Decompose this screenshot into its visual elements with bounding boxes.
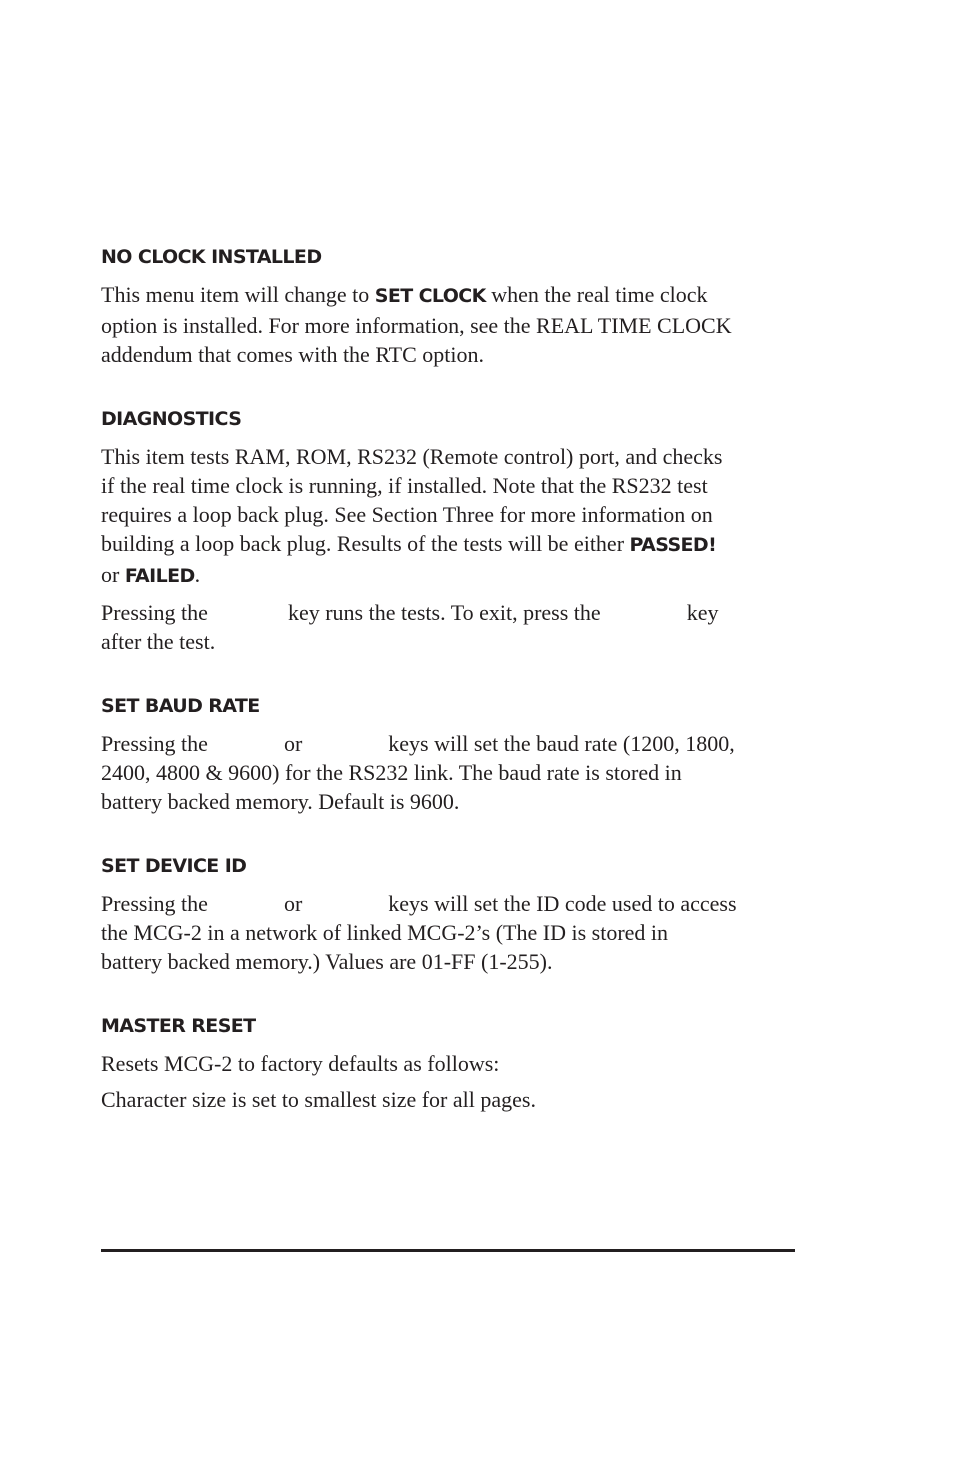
footer-rule bbox=[101, 1249, 795, 1252]
paragraph-character-size: Character size is set to smallest size for all pages. bbox=[101, 1087, 536, 1112]
text: or bbox=[101, 562, 125, 587]
text: This item tests RAM, ROM, RS232 (Remote control) port, and checks bbox=[101, 444, 723, 469]
paragraph-no-clock bbox=[101, 280, 801, 369]
text: 2400, 4800 & 9600) for the RS232 link. The baud rate is stored in bbox=[101, 760, 682, 785]
heading-master-reset: MASTER RESET bbox=[101, 1015, 256, 1037]
text: keys will set the ID code used to access bbox=[388, 891, 737, 916]
text: if the real time clock is running, if installed. Note that the RS232 test bbox=[101, 473, 708, 498]
heading-no-clock-installed: NO CLOCK INSTALLED bbox=[101, 246, 322, 268]
paragraph-device-id bbox=[101, 889, 801, 976]
text: . bbox=[194, 562, 201, 587]
keyword-failed: FAILED bbox=[124, 565, 195, 587]
text: key runs the tests. To exit, press the bbox=[287, 600, 601, 625]
paragraph-baud-rate bbox=[101, 729, 801, 816]
heading-diagnostics: DIAGNOSTICS bbox=[101, 408, 242, 430]
text: This menu item will change to bbox=[101, 282, 375, 307]
text: or bbox=[283, 891, 303, 916]
text: keys will set the baud rate (1200, 1800, bbox=[388, 731, 735, 756]
text: option is installed. For more information, see the REAL TIME CLOCK bbox=[101, 313, 732, 338]
text: battery backed memory.) Values are 01-FF (1-255). bbox=[101, 949, 553, 974]
section-master-reset bbox=[101, 1013, 801, 1114]
keyword-set-clock: SET CLOCK bbox=[374, 285, 486, 307]
paragraph-diagnostics-keys bbox=[101, 598, 801, 656]
text: the MCG-2 in a network of linked MCG-2’s (The ID is stored in bbox=[101, 920, 669, 945]
paragraph-diagnostics-tests bbox=[101, 442, 801, 591]
text: after the test. bbox=[101, 629, 216, 654]
heading-set-baud-rate: SET BAUD RATE bbox=[101, 695, 260, 717]
text: Pressing the bbox=[101, 600, 208, 625]
text: Pressing the bbox=[101, 731, 208, 756]
text: when the real time clock bbox=[485, 282, 708, 307]
keyword-passed: PASSED! bbox=[629, 534, 717, 556]
text: requires a loop back plug. See Section Three for more information on bbox=[101, 502, 713, 527]
section-set-baud-rate bbox=[101, 693, 801, 816]
heading-set-device-id: SET DEVICE ID bbox=[101, 855, 247, 877]
section-set-device-id bbox=[101, 853, 801, 976]
text: Pressing the bbox=[101, 891, 208, 916]
document-page bbox=[101, 244, 801, 1114]
text: key bbox=[686, 600, 719, 625]
text: battery backed memory. Default is 9600. bbox=[101, 789, 460, 814]
text: or bbox=[283, 731, 303, 756]
text: addendum that comes with the RTC option. bbox=[101, 342, 485, 367]
section-no-clock-installed bbox=[101, 244, 801, 369]
text: building a loop back plug. Results of the tests will be either bbox=[101, 531, 630, 556]
section-diagnostics bbox=[101, 406, 801, 656]
paragraph-master-reset: Resets MCG-2 to factory defaults as follows: bbox=[101, 1051, 500, 1076]
